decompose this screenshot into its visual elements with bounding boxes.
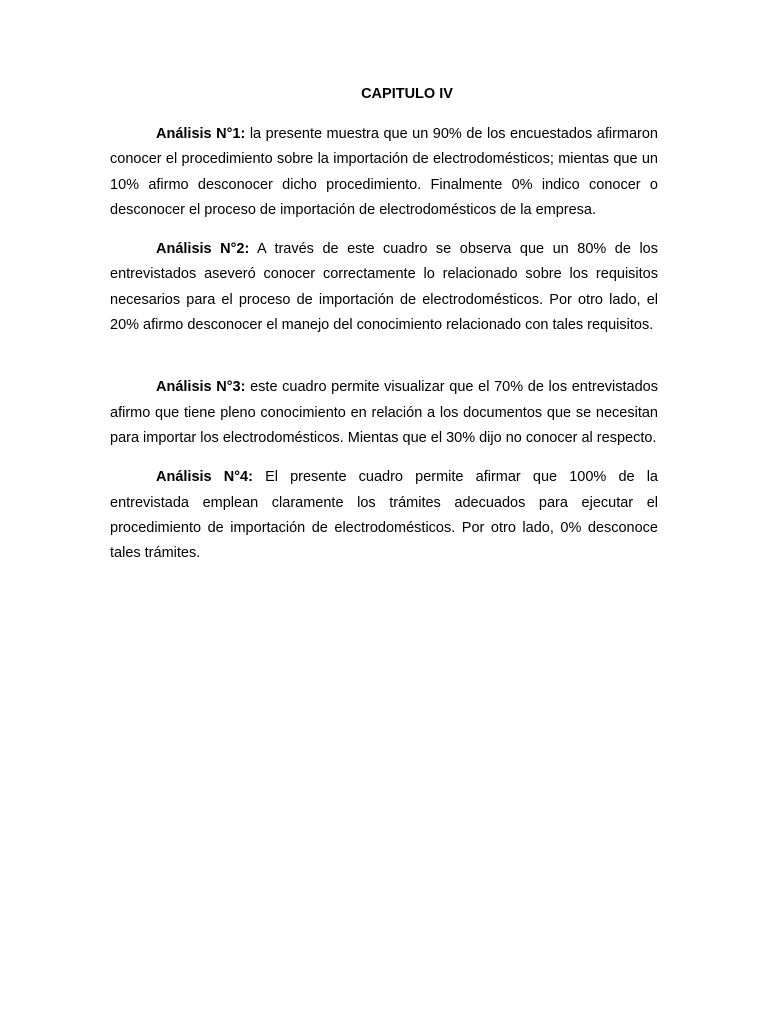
analysis-heading-1: Análisis N°1: [156, 126, 246, 142]
analysis-paragraph-4 [110, 465, 658, 566]
analysis-paragraph-1 [110, 122, 658, 223]
analysis-text-3: este cuadro permite visualizar que el 70% de los entrevistados afirmo que tiene pleno conocimiento en relación a los documentos que se necesitan para importar los electrodomésticos. Mientas que el 30% dijo no conocer al respecto. [110, 379, 658, 446]
analysis-heading-3: Análisis N°3: [156, 379, 246, 396]
analysis-paragraph-3 [110, 375, 658, 451]
analysis-heading-2: Análisis N°2: [156, 241, 250, 258]
chapter-title: CAPITULO IV [361, 86, 453, 102]
analysis-text-4: El presente cuadro permite afirmar que 100% de la entrevistada emplean claramente los trámites adecuados para ejecutar el procedimiento de importación de electrodomésticos. Por otro lado, 0% desconoce tales trámites. [110, 469, 658, 562]
document-body [110, 83, 658, 566]
analysis-text-1: la presente muestra que un 90% de los encuestados afirmaron conocer el procedimiento sobre la importación de electrodomésticos; mientas que un 10% afirmo desconocer dicho procedimiento. Finalmente 0% indico conocer o desconocer el proceso de importación de electrodomésticos de la empresa. [110, 126, 658, 218]
analysis-text-2: A través de este cuadro se observa que un 80% de los entrevistados aseveró conocer correctamente lo relacionado sobre los requisitos necesarios para el proceso de importación de electrodomésticos. Por otro lado, el 20% afirmo desconocer el manejo del conocimiento relacionado con tales requisitos. [110, 241, 658, 334]
analysis-heading-4: Análisis N°4: [156, 469, 253, 486]
analysis-paragraph-2 [110, 237, 658, 338]
